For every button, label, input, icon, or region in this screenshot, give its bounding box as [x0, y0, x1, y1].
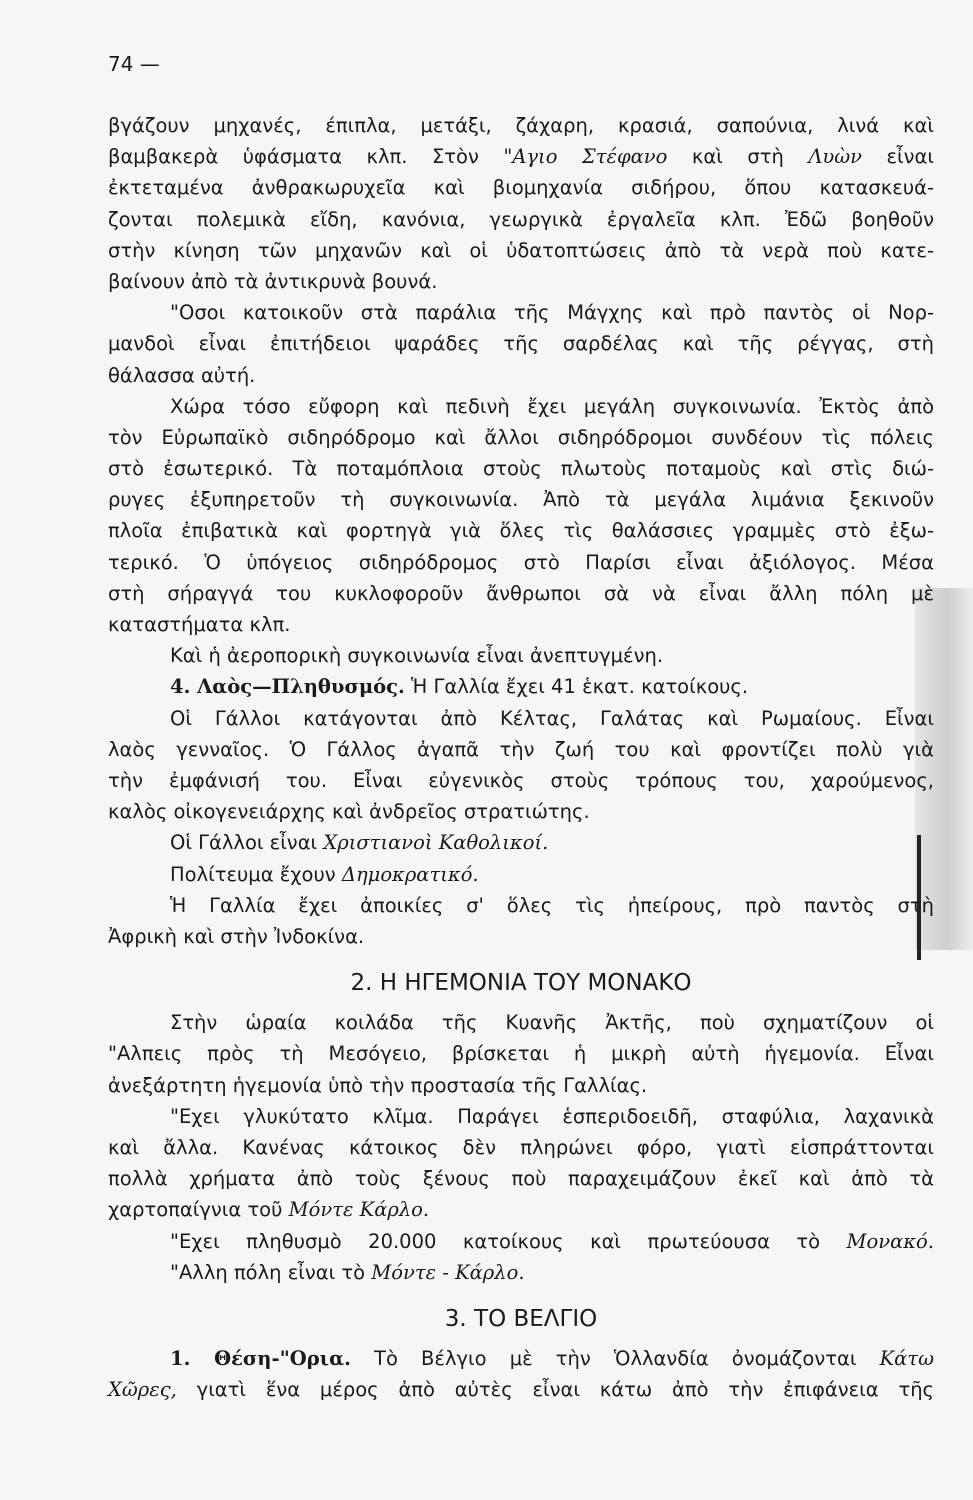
text-line: Ἀφρικὴ καὶ στὴν Ἰνδοκίνα.	[108, 924, 365, 948]
text-line: "Εχει πληθυσμὸ 20.000 κατοίκους καὶ πρωτεύουσα τὸ Μονακό.	[170, 1229, 934, 1253]
page-number: 74 —	[108, 52, 160, 76]
text-line: χαρτοπαίγνια τοῦ Μόντε Κάρλο.	[108, 1198, 430, 1222]
text-line: ἐκτεταμένα ἀνθρακωρυχεῖα καὶ βιομηχανία σιδήρου, ὅπου κατασκευά-	[108, 176, 934, 200]
text-line: καὶ ἄλλα. Κανένας κάτοικος δὲν πληρώνει φόρο, γιατὶ εἰσπράττονται	[108, 1136, 934, 1159]
text-line: Πολίτευμα ἔχουν Δημοκρατικό.	[170, 862, 479, 886]
text-line: Καὶ ἡ ἀεροπορικὴ συγκοινωνία εἶναι ἀνεπτυγμένη.	[170, 644, 664, 668]
section-heading-belgium: 3. ΤΟ ΒΕΛΓΙΟ	[444, 1305, 598, 1332]
text-line: στὴ σήραγγά του κυκλοφοροῦν ἄνθρωποι σὰ νὰ εἶναι ἄλλη πόλη μὲ	[108, 581, 934, 605]
text-line: Οἱ Γάλλοι εἶναι Χριστιανοὶ Καθολικοί.	[170, 831, 549, 855]
section-4-heading-line: 4. Λαὸς—Πληθυσμός. Ἡ Γαλλία ἔχει 41 ἑκατ. κατοίκους.	[170, 675, 749, 699]
text-line: βαμβακερὰ ὑφάσματα κλπ. Στὸν "Αγιο Στέφανο καὶ στὴ Λυὼν εἶναι	[108, 145, 934, 169]
text-line: στὴν κίνηση τῶν μηχανῶν καὶ οἱ ὑδατοπτώσεις ἀπὸ τὰ νερὰ ποὺ κατε-	[108, 238, 934, 262]
text-line: Οἱ Γάλλοι κατάγονται ἀπὸ Κέλτας, Γαλάτας καὶ Ρωμαίους. Εἶναι	[170, 706, 934, 730]
text-line: ρυγες ἐξυπηρετοῦν τὴ συγκοινωνία. Ἀπὸ τὰ μεγάλα λιμάνια ξεκινοῦν	[108, 488, 934, 512]
text-line: στὸ ἐσωτερικό. Τὰ ποταμόπλοια στοὺς πλωτοὺς ποταμοὺς καὶ στὶς διώ-	[108, 457, 934, 481]
text-line: καλὸς οἰκογενειάρχης καὶ ἀνδρεῖος στρατιώτης.	[108, 800, 590, 824]
text-line: βγάζουν μηχανές, έπιπλα, μετάξι, ζάχαρη, κρασιά, σαπούνια, λινά καὶ	[108, 114, 934, 137]
text-line: Χώρα τόσο εὔφορη καὶ πεδινὴ ἔχει μεγάλη συγκοινωνία. Ἐκτὸς ἀπὸ	[170, 394, 934, 418]
text-line: ζονται πολεμικὰ εἴδη, κανόνια, γεωργικὰ ἐργαλεῖα κλπ. Ἐδῶ βοηθοῦν	[108, 207, 934, 231]
text-line: θάλασσα αὐτή.	[108, 363, 256, 387]
text-line: μανδοὶ εἶναι ἐπιτήδειοι ψαράδες τῆς σαρδέλας καὶ τῆς ρέγγας, στὴ	[108, 332, 934, 356]
text-line: "Αλλη πόλη εἶναι τὸ Μόντε - Κάρλο.	[170, 1260, 525, 1284]
text-line: τὴν ἐμφάνισή του. Εἶναι εὐγενικὸς στοὺς τρόπους του, χαρούμενος,	[108, 768, 934, 792]
page-body	[108, 110, 934, 1406]
text-line: Χῶρες, γιατὶ ἕνα μέρος ἀπὸ αὐτὲς εἶναι κάτω ἀπὸ τὴν ἐπιφάνεια τῆς	[108, 1378, 934, 1402]
text-line: πολλὰ χρήματα ἀπὸ τοὺς ξένους ποὺ παραχειμάζουν ἐκεῖ καὶ ἀπὸ τὰ	[108, 1167, 934, 1191]
text-line: πλοῖα ἐπιβατικὰ καὶ φορτηγὰ γιὰ ὅλες τὶς θαλάσσιες γραμμὲς στὸ ἐξω-	[108, 519, 934, 543]
text-line: Στὴν ὡραία κοιλάδα τῆς Κυανῆς Ἀκτῆς, ποὺ σχηματίζουν οἱ	[170, 1011, 934, 1035]
text-line: βαίνουν ἀπὸ τὰ ἀντικρυνὰ βουνά.	[108, 269, 438, 293]
text-line: τὸν Εὐρωπαϊκὸ σιδηρόδρομο καὶ ἄλλοι σιδηρόδρομοι συνδέουν τὶς πόλεις	[108, 425, 934, 449]
text-line: "Οσοι κατοικοῦν στὰ παράλια τῆς Μάγχης καὶ πρὸ παντὸς οἱ Νορ-	[170, 301, 934, 325]
text-line: καταστήματα κλπ.	[108, 613, 291, 636]
section-1-heading-line: 1. Θέση-"Ορια. Τὸ Βέλγιο μὲ τὴν Ὁλλανδία ὀνομάζονται Κάτω	[170, 1347, 934, 1371]
text-line: "Αλπεις πρὸς τὴ Μεσόγειο, βρίσκεται ἡ μικρὴ αὐτὴ ἡγεμονία. Εἶναι	[108, 1042, 934, 1066]
text-line: Ἡ Γαλλία ἔχει ἀποικίες σ' ὅλες τὶς ἠπείρους, πρὸ παντὸς στὴ	[170, 893, 934, 917]
text-line: ἀνεξάρτητη ἡγεμονία ὑπὸ τὴν προστασία τῆς Γαλλίας.	[108, 1073, 648, 1097]
section-heading-monaco: 2. Η ΗΓΕΜΟΝΙΑ ΤΟΥ ΜΟΝΑΚΟ	[350, 970, 692, 997]
text-line: τερικό. Ὁ ὑπόγειος σιδηρόδρομος στὸ Παρίσι εἶναι ἀξιόλογος. Μέσα	[108, 550, 934, 574]
text-line: "Εχει γλυκύτατο κλῖμα. Παράγει ἑσπεριδοειδῆ, σταφύλια, λαχανικὰ	[170, 1104, 934, 1128]
text-line: λαὸς γενναῖος. Ὁ Γάλλος ἀγαπᾶ τὴν ζωή του καὶ φροντίζει πολὺ γιὰ	[108, 737, 934, 761]
